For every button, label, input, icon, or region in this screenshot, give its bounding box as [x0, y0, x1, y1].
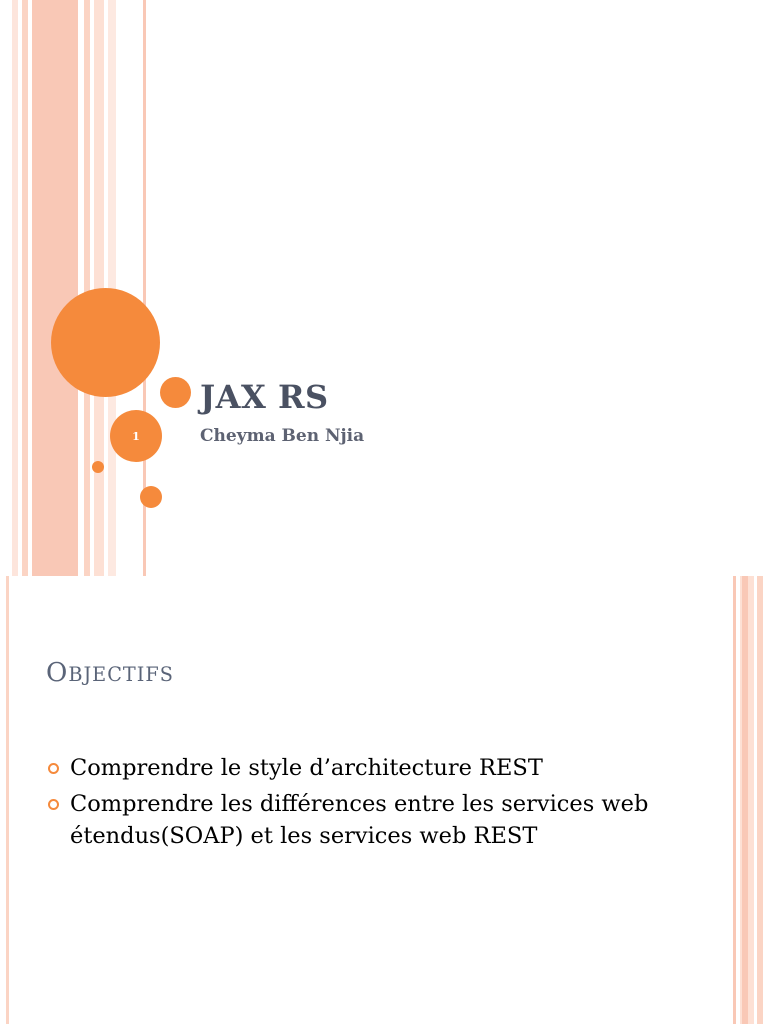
- slide-title: [46, 658, 174, 688]
- small-orange-circle: [140, 486, 162, 508]
- decorative-stripe: [757, 576, 763, 1024]
- title-initial: O: [46, 658, 69, 688]
- list-item: [48, 752, 708, 784]
- bullet-list: [48, 752, 708, 856]
- bullet-ring-icon: [48, 763, 59, 774]
- bullet-ring-icon: [48, 799, 59, 810]
- decorative-stripe: [12, 0, 18, 576]
- bullet-text: Comprendre les différences entre les services web étendus(SOAP) et les services web REST: [70, 791, 649, 849]
- list-item: [48, 788, 708, 852]
- slide-number: 1: [132, 429, 140, 443]
- small-orange-circle: [160, 377, 191, 408]
- decorative-stripe: [6, 576, 9, 1024]
- bullet-text: Comprendre le style d’architecture REST: [70, 755, 543, 781]
- decorative-stripe: [742, 576, 748, 1024]
- decorative-stripe: [733, 576, 736, 1024]
- large-orange-circle: [51, 288, 160, 397]
- objectives-slide: [0, 576, 768, 1024]
- tiny-orange-circle: [92, 461, 104, 473]
- slide-title: JAX RS: [200, 378, 329, 416]
- decorative-stripe: [22, 0, 28, 576]
- decorative-stripe: [84, 0, 90, 576]
- slide-subtitle: Cheyma Ben Njia: [200, 426, 365, 446]
- decorative-stripe: [32, 0, 78, 576]
- title-rest: BJECTIFS: [68, 663, 174, 686]
